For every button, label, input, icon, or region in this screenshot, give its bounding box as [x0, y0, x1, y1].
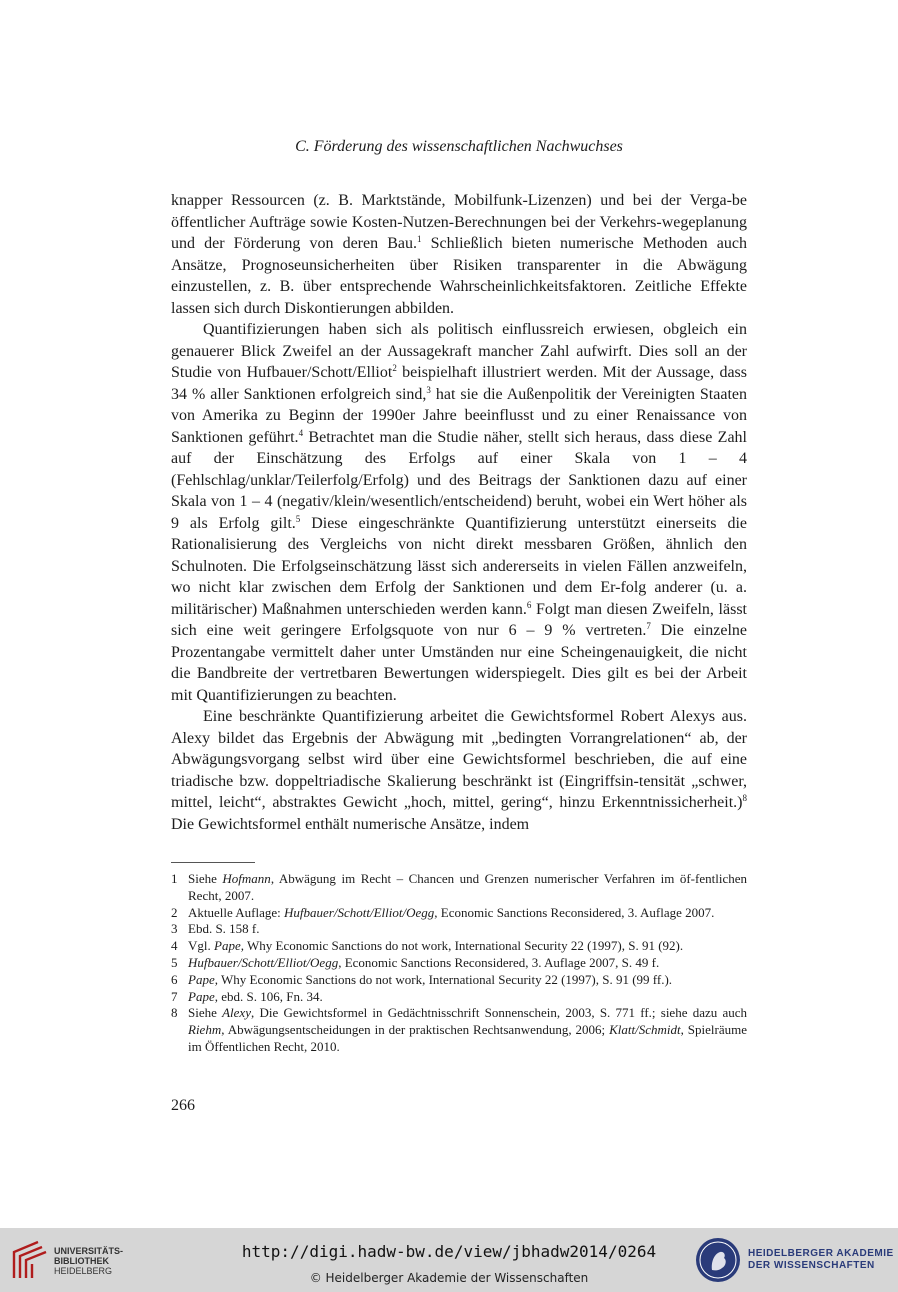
footnote-ref-7[interactable]: 7 [646, 621, 651, 631]
copyright-text: © Heidelberger Akademie der Wissenschaften [309, 1271, 589, 1285]
footnote-divider [171, 862, 255, 863]
footnote-5: 5 Hufbauer/Schott/Elliot/Oegg, Economic Sanctions Reconsidered, 3. Auflage 2007, S. 49 f. [171, 954, 660, 970]
footnote-7: 7 Pape, ebd. S. 106, Fn. 34. [171, 988, 323, 1004]
footnote-ref-2[interactable]: 2 [392, 363, 397, 373]
hadw-seal-icon[interactable] [694, 1236, 742, 1284]
paragraph-3: Eine beschränkte Quantifizierung arbeitet die Gewichtsformel Robert Alexys aus. Alexy bildet das Ergebnis der Abwägung mit „bedingten Vorrangrelationen“ ab, der Abwägungsvorgang selbst wird über eine Gewichtsformel beschrieben, die auf eine triadische bzw. doppeltriadische Skalierung beschränkt ist (Eingriffsin-tensität „schwer, mittel, leicht“, abstraktes Gewicht „hoch, mittel, gering“, hinzu Erkenntnissicherheit.)$^8$ Die Gewichtsformel enthält numerische Ansätze, indem [171, 708, 747, 833]
ub-wordmark: UNIVERSITÄTS- BIBLIOTHEK HEIDELBERG [54, 1246, 124, 1276]
footnote-ref-8[interactable]: 8 [742, 793, 747, 803]
footnote-ref-5[interactable]: 5 [295, 513, 301, 524]
footnote-3: 3 Ebd. S. 158 f. [171, 921, 260, 937]
footnote-8: 8 Siehe Alexy, Die Gewichtsformel in Gedächtnisschrift Sonnenschein, 2003, S. 771 ff.; siehe dazu auch Riehm, Abwägungsentscheidungen in der praktischen Rechtsanwendung, 2006; Klatt/Schmidt, Spielräume im Öffentlichen Recht, 2010. [171, 1005, 747, 1054]
paragraph-1: knapper Ressourcen (z. B. Marktstände, Mobilfunk-Lizenzen) und bei der Verga-be öffentlicher Aufträge sowie Kosten-Nutzen-Berechnungen bei der Verkehrs-wegeplanung und der Förderung von deren Bau.$^1$ Schließlich bieten numerische Methoden auch Ansätze, Prognoseunsicherheiten über Risiken transparenter in die Abwägung einzustellen, z. B. über entsprechende Wahrscheinlichkeitsfaktoren. Zeitliche Effekte lassen sich durch Diskontierungen abbilden. [171, 192, 748, 317]
footnote-ref-4[interactable]: 4 [298, 427, 304, 438]
footer-bar [0, 1228, 898, 1292]
page-url-link[interactable]: http://digi.hadw-bw.de/view/jbhadw2014/0264 [241, 1242, 657, 1261]
footnote-ref-6[interactable]: 6 [526, 599, 532, 610]
page-number: 266 [171, 1097, 195, 1114]
footnote-1: 1 Siehe Hofmann, Abwägung im Recht – Chancen und Grenzen numerischer Verfahren im öf-fentlichen Recht, 2007. [171, 871, 747, 903]
footnote-ref-1[interactable]: 1 [417, 234, 422, 244]
footnote-4: 4 Vgl. Pape, Why Economic Sanctions do not work, International Security 22 (1997), S. 91 (92). [171, 938, 684, 954]
footnote-2: 2 Aktuelle Auflage: Hufbauer/Schott/Elliot/Oegg, Economic Sanctions Reconsidered, 3. Auflage 2007. [171, 904, 715, 920]
footnotes [171, 871, 747, 1056]
footnote-ref-3[interactable]: 3 [426, 384, 431, 395]
footnote-6: 6 Pape, Why Economic Sanctions do not work, International Security 22 (1997), S. 91 (99 ff.). [171, 971, 673, 987]
hadw-wordmark: HEIDELBERGER AKADEMIE DER WISSENSCHAFTEN [748, 1248, 894, 1271]
body-text [171, 190, 747, 835]
running-head: C. Förderung des wissenschaftlichen Nachwuchses [295, 138, 623, 155]
paragraph-2: Quantifizierungen haben sich als politisch einflussreich erwiesen, obgleich ein genauerer Blick Zweifel an der Aussagekraft mancher Zahl aufwirft. Dies soll an der Studie von Hufbauer/Schott/Elliot$^2$ beispielhaft illustriert werden. Mit der Aussage, dass 34 % aller Sanktionen erfolgreich sind,$^3$ hat sie die Außenpolitik der Vereinigten Staaten von Amerika zu Beginn der 1990er Jahre beeinflusst und zu einer Renaissance von Sanktionen geführt.$^4$ Betrachtet man die Studie näher, stellt sich heraus, dass diese Zahl auf der Einschätzung des Erfolgs auf einer Skala von 1 – 4 (Fehlschlag/unklar/Teilerfolg/Erfolg) und des Beitrags der Sanktionen dazu auf einer Skala von 1 – 4 (negativ/klein/wesentlich/entscheidend) beruht, wobei ein Wert höher als 9 als Erfolg gilt.$^5$ Diese eingeschränkte Quantifizierung unterstützt einerseits die Rationalisierung des Vergleichs von nicht direkt messbaren Größen, ähnlich den Schulnoten. Die Erfolgseinschätzung lässt sich andererseits in vielen Fällen anzweifeln, wo nicht klar zwischen dem Erfolg der Sanktionen und dem Er-folg anderer (u. a. militärischer) Maßnahmen unterschieden werden kann.$^6$ Folgt man diesen Zweifeln, lässt sich eine weit geringere Erfolgsquote von nur 6 – 9 % vertreten.$^7$ Die einzelne Prozentangabe vermittelt daher unter Umständen nur eine Scheingenauigkeit, die nicht die Bandbreite der vertretbaren Bewertungen widerspiegelt. Dies gilt es bei der Arbeit mit Quantifizierungen zu beachten. [171, 321, 748, 704]
